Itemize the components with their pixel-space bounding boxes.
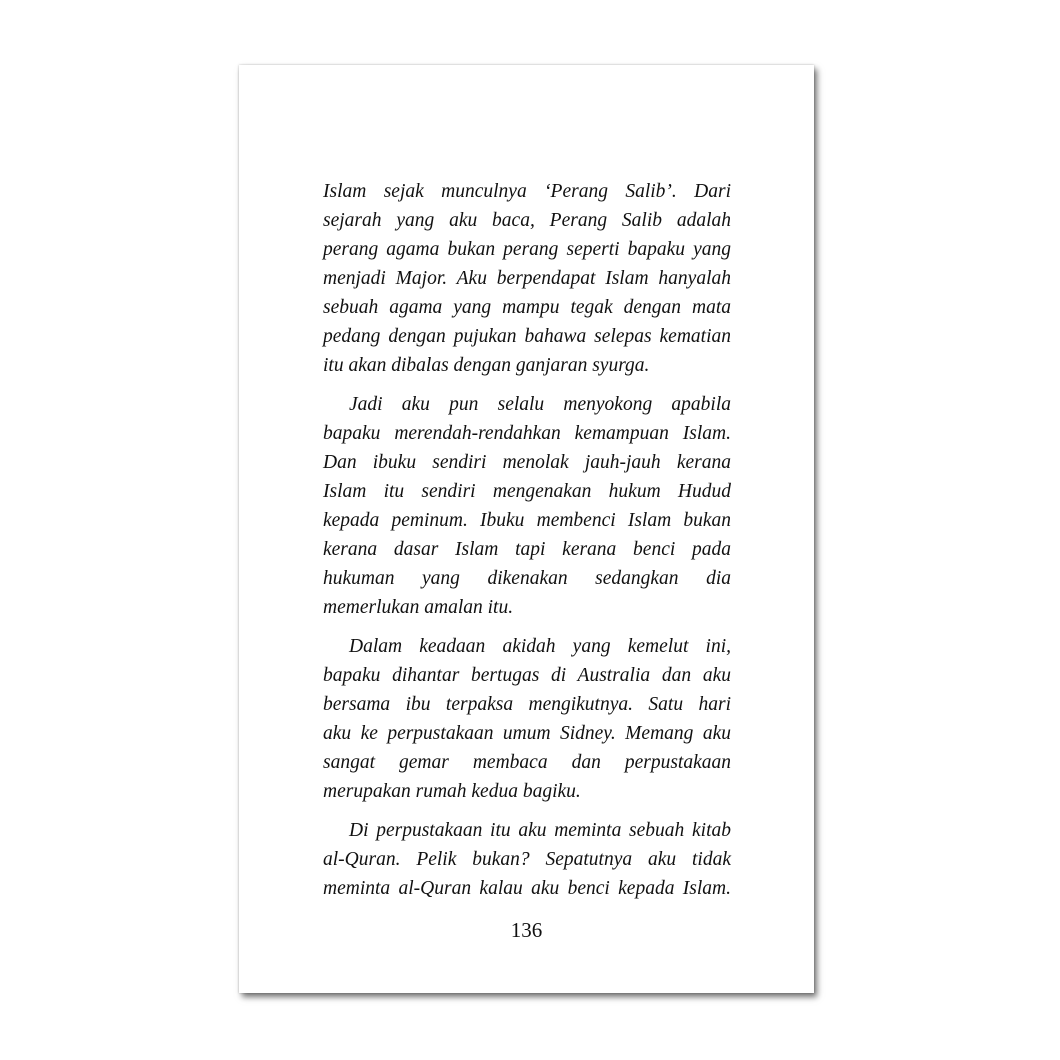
text-line: menjadi Major. Aku berpendapat Islam hanyalah bbox=[323, 268, 731, 289]
paragraph-1 bbox=[323, 177, 731, 380]
text-line: Islam itu sendiri mengenakan hukum Hudud bbox=[323, 481, 731, 502]
text-line: sangat gemar membaca dan perpustakaan bbox=[323, 752, 731, 773]
text-line: Islam sejak munculnya ‘Perang Salib’. Dari bbox=[323, 181, 731, 202]
text-line: sebuah agama yang mampu tegak dengan mata bbox=[323, 297, 731, 318]
text-line: sejarah yang aku baca, Perang Salib adalah bbox=[323, 210, 731, 231]
text-line: Dan ibuku sendiri menolak jauh-jauh kerana bbox=[323, 452, 731, 473]
text-line: memerlukan amalan itu. bbox=[323, 597, 514, 618]
text-line: bersama ibu terpaksa mengikutnya. Satu hari bbox=[323, 694, 731, 715]
text-line: Jadi aku pun selalu menyokong apabila bbox=[349, 394, 731, 415]
paragraph-3 bbox=[323, 632, 731, 806]
text-line: pedang dengan pujukan bahawa selepas kematian bbox=[323, 326, 731, 347]
text-line: bapaku dihantar bertugas di Australia dan aku bbox=[323, 665, 731, 686]
text-line: Dalam keadaan akidah yang kemelut ini, bbox=[349, 636, 731, 657]
page-number: 136 bbox=[510, 918, 543, 942]
text-line: bapaku merendah-rendahkan kemampuan Islam. bbox=[323, 423, 731, 444]
book-page bbox=[239, 65, 814, 993]
text-line: kepada peminum. Ibuku membenci Islam bukan bbox=[323, 510, 731, 531]
text-line: Di perpustakaan itu aku meminta sebuah kitab bbox=[349, 820, 731, 841]
text-line: aku ke perpustakaan umum Sidney. Memang aku bbox=[323, 723, 731, 744]
text-line: merupakan rumah kedua bagiku. bbox=[323, 781, 581, 802]
text-line: perang agama bukan perang seperti bapaku yang bbox=[323, 239, 731, 260]
text-line: kerana dasar Islam tapi kerana benci pada bbox=[323, 539, 731, 560]
paragraph-4 bbox=[323, 816, 731, 903]
paragraph-2 bbox=[323, 390, 731, 622]
text-line: itu akan dibalas dengan ganjaran syurga. bbox=[323, 355, 650, 376]
text-line: al-Quran. Pelik bukan? Sepatutnya aku tidak bbox=[323, 849, 731, 870]
text-line: meminta al-Quran kalau aku benci kepada Islam. bbox=[323, 878, 731, 899]
text-line: hukuman yang dikenakan sedangkan dia bbox=[323, 568, 731, 589]
page-body-text bbox=[323, 177, 731, 913]
